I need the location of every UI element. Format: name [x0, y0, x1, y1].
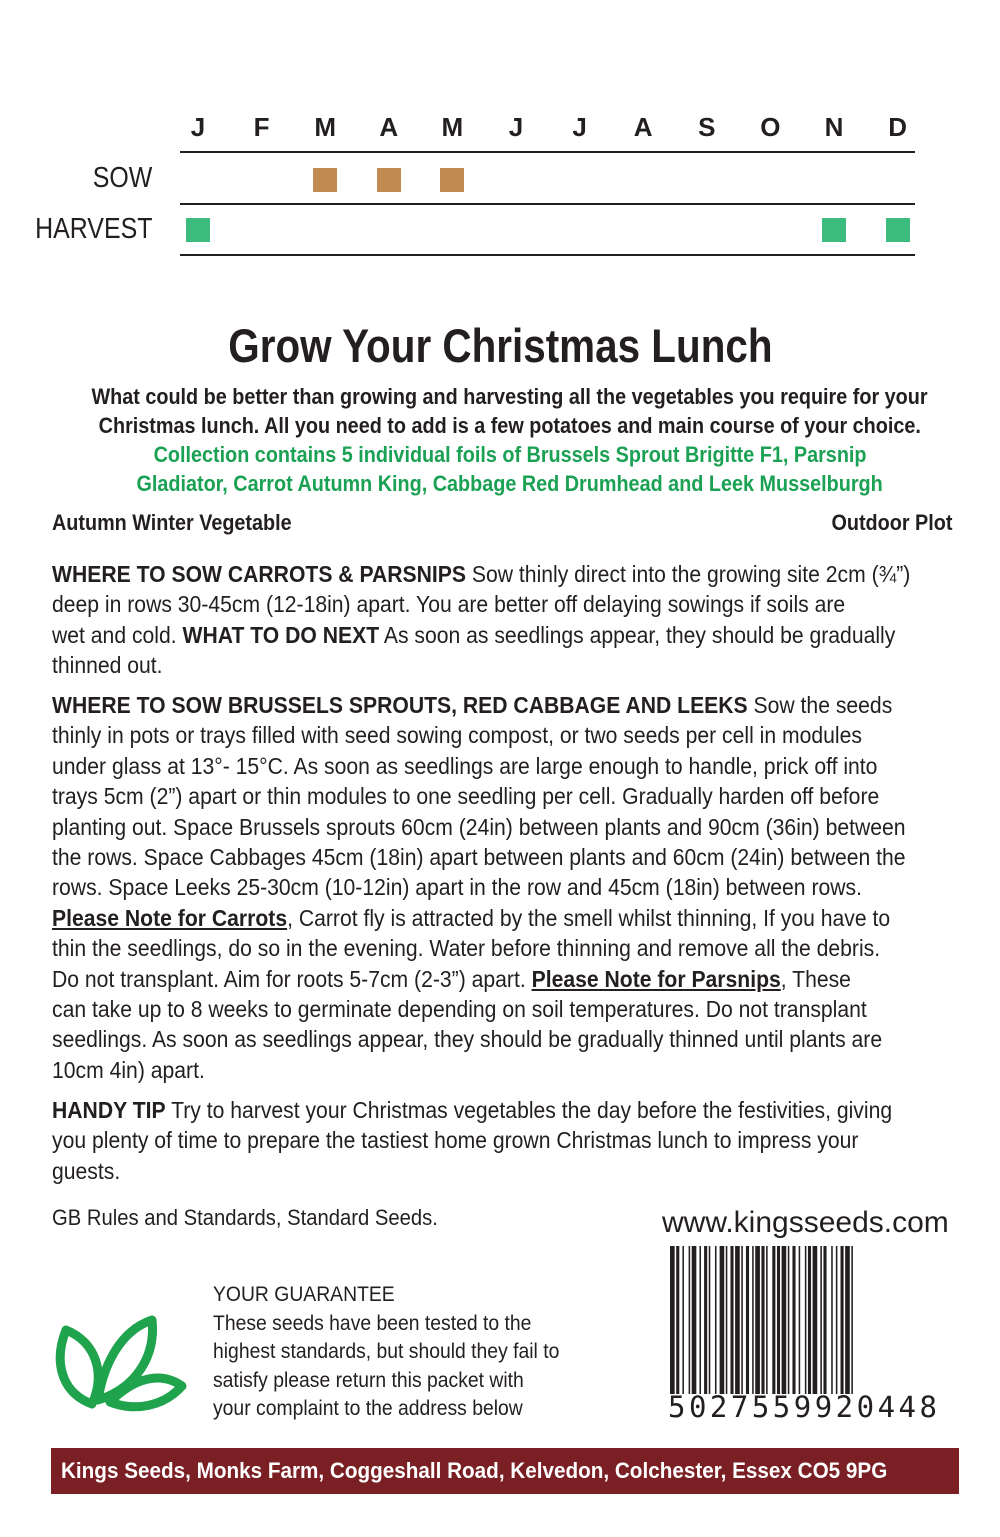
- section2-text: under glass at 13°- 15°C. As soon as seedlings are large enough to handle, prick off into: [52, 752, 878, 779]
- brassicas-heading: WHERE TO SOW BRUSSELS SPROUTS, RED CABBAGE AND LEEKS: [52, 692, 748, 718]
- intro-line-2: Christmas lunch. All you need to add is a few potatoes and main course of your choice.: [98, 413, 922, 438]
- calendar-line-bottom: [180, 254, 915, 256]
- tip-text: you plenty of time to prepare the tastiest home grown Christmas lunch to impress your: [52, 1127, 859, 1154]
- section2-text: rows. Space Leeks 25-30cm (10-12in) apart in the row and 45cm (18in) between rows.: [52, 874, 862, 901]
- tip-text: Try to harvest your Christmas vegetables the day before the festivities, giving: [165, 1097, 893, 1123]
- harvest-row-label: HARVEST: [34, 213, 152, 245]
- barcode-number: 5027559920448: [668, 1390, 941, 1424]
- parsnips-note-heading: Please Note for Parsnips: [531, 965, 781, 992]
- month-label: M: [441, 112, 464, 142]
- leaf-logo-icon: [52, 1312, 188, 1412]
- section2-text: Sow the seeds: [747, 692, 893, 718]
- section1-text: thinned out.: [52, 652, 163, 679]
- sow-month-marker: [377, 168, 401, 192]
- month-label: A: [633, 112, 653, 142]
- section2-text: Do not transplant. Aim for roots 5-7cm (2-3”) apart.: [52, 965, 532, 992]
- section2-text: the rows. Space Cabbages 45cm (18in) apart between plants and 60cm (24in) between the: [52, 844, 906, 871]
- month-label: J: [508, 112, 524, 142]
- section1-text: As soon as seedlings appear, they should be gradually: [379, 621, 896, 648]
- calendar-line-top: [180, 151, 915, 153]
- guarantee-block: [213, 1280, 598, 1423]
- calendar-line-middle: [180, 203, 915, 205]
- section1-text: wet and cold.: [52, 621, 183, 648]
- guarantee-text: These seeds have been tested to the: [213, 1310, 532, 1335]
- carrots-parsnips-heading: WHERE TO SOW CARROTS & PARSNIPS: [52, 561, 467, 587]
- section2-text: thin the seedlings, do so in the evening. Water before thinning and remove all the debris.: [52, 935, 881, 962]
- month-label: D: [888, 112, 907, 142]
- month-label: S: [698, 112, 716, 142]
- sow-row-label: SOW: [92, 162, 152, 194]
- sow-month-marker: [313, 168, 337, 192]
- section2-text: can take up to 8 weeks to germinate depending on soil temperatures. Do not transplant: [52, 996, 867, 1023]
- address-footer: Kings Seeds, Monks Farm, Coggeshall Road, Kelvedon, Colchester, Essex CO5 9PG: [51, 1448, 959, 1494]
- page-title: Grow Your Christmas Lunch: [227, 319, 773, 372]
- section2-text: planting out. Space Brussels sprouts 60cm (24in) between plants and 90cm (36in) between: [52, 813, 906, 840]
- tip-text: guests.: [52, 1157, 121, 1184]
- section1-text: deep in rows 30-45cm (12-18in) apart. You are better off delaying sowings if soils are: [52, 591, 846, 618]
- section2-text: trays 5cm (2”) apart or thin modules to one seedling per cell. Gradually harden off before: [52, 783, 880, 810]
- month-label: J: [190, 112, 206, 142]
- section2-text: thinly in pots or trays filled with seed sowing compost, or two seeds per cell in modules: [52, 722, 862, 749]
- carrots-parsnips-section: [52, 559, 1000, 681]
- harvest-month-marker: [186, 218, 210, 242]
- month-label: O: [760, 112, 781, 142]
- location-label: Outdoor Plot: [831, 510, 952, 535]
- section1-text: Sow thinly direct into the growing site 2cm (¾”): [466, 561, 911, 587]
- carrots-note-heading: Please Note for Carrots: [52, 904, 288, 931]
- handy-tip-heading: HANDY TIP: [52, 1097, 166, 1123]
- month-label: A: [379, 112, 399, 142]
- handy-tip-section: [52, 1095, 985, 1186]
- standards-text: GB Rules and Standards, Standard Seeds.: [52, 1205, 438, 1230]
- collection-line-1: Collection contains 5 individual foils of Brussels Sprout Brigitte F1, Parsnip: [153, 442, 867, 467]
- section2-text: seedlings. As soon as seedlings appear, they should be gradually thinned until plants are: [52, 1026, 883, 1053]
- next-steps-heading: WHAT TO DO NEXT: [182, 621, 380, 648]
- harvest-month-marker: [822, 218, 846, 242]
- sow-month-marker: [440, 168, 464, 192]
- harvest-month-marker: [886, 218, 910, 242]
- month-label: J: [572, 112, 587, 142]
- section2-text: , Carrot fly is attracted by the smell whilst thinning, If you have to: [287, 904, 891, 931]
- brassicas-leeks-section: [52, 690, 1000, 1085]
- guarantee-text: satisfy please return this packet with: [213, 1367, 524, 1392]
- section2-text: , These: [780, 965, 851, 992]
- website-url[interactable]: www.kingsseeds.com: [662, 1206, 949, 1239]
- guarantee-text: highest standards, but should they fail to: [213, 1339, 560, 1363]
- calendar-month-header: [0, 112, 1000, 142]
- month-label: M: [314, 112, 337, 142]
- category-label: Autumn Winter Vegetable: [52, 510, 292, 535]
- collection-line-2: Gladiator, Carrot Autumn King, Cabbage Red Drumhead and Leek Musselburgh: [136, 471, 884, 496]
- barcode-icon: [668, 1246, 968, 1394]
- intro-line-1: What could be better than growing and harvesting all the vegetables you require for your: [91, 384, 929, 409]
- month-label: N: [824, 112, 844, 142]
- section2-text: 10cm 4in) apart.: [52, 1056, 205, 1083]
- month-label: F: [253, 112, 270, 142]
- guarantee-heading: YOUR GUARANTEE: [213, 1282, 395, 1306]
- guarantee-text: your complaint to the address below: [213, 1396, 523, 1420]
